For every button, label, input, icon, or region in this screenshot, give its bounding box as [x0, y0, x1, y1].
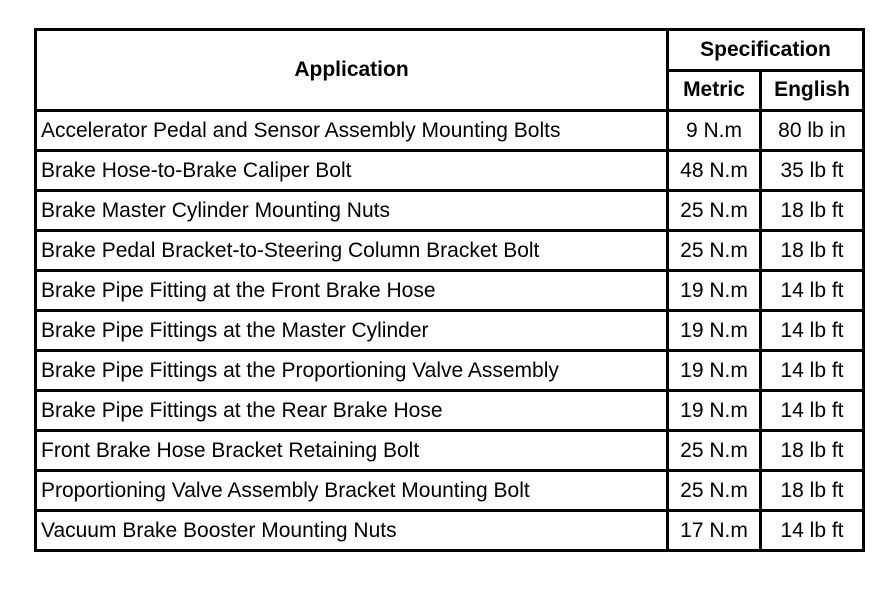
metric-cell: 25 N.m [668, 231, 761, 271]
english-cell: 14 lb ft [761, 311, 864, 351]
application-cell: Brake Hose-to-Brake Caliper Bolt [36, 151, 668, 191]
table-row [36, 391, 864, 431]
english-cell: 14 lb ft [761, 351, 864, 391]
application-cell: Brake Pipe Fittings at the Rear Brake Hose [36, 391, 668, 431]
metric-cell: 17 N.m [668, 511, 761, 551]
metric-cell: 25 N.m [668, 191, 761, 231]
application-cell: Brake Pedal Bracket-to-Steering Column Bracket Bolt [36, 231, 668, 271]
table-row [36, 191, 864, 231]
metric-cell: 19 N.m [668, 271, 761, 311]
english-cell: 18 lb ft [761, 471, 864, 511]
application-cell: Brake Master Cylinder Mounting Nuts [36, 191, 668, 231]
metric-cell: 19 N.m [668, 311, 761, 351]
table-row [36, 431, 864, 471]
metric-cell: 19 N.m [668, 351, 761, 391]
english-cell: 80 lb in [761, 111, 864, 151]
table-row [36, 271, 864, 311]
english-cell: 14 lb ft [761, 271, 864, 311]
english-header: English [761, 70, 864, 111]
table-row [36, 231, 864, 271]
metric-header: Metric [668, 70, 761, 111]
english-cell: 18 lb ft [761, 231, 864, 271]
english-cell: 14 lb ft [761, 391, 864, 431]
table-row [36, 151, 864, 191]
application-cell: Proportioning Valve Assembly Bracket Mounting Bolt [36, 471, 668, 511]
application-cell: Brake Pipe Fittings at the Master Cylinder [36, 311, 668, 351]
specification-table [34, 28, 865, 552]
english-cell: 18 lb ft [761, 431, 864, 471]
metric-cell: 19 N.m [668, 391, 761, 431]
application-header: Application [36, 30, 668, 111]
metric-cell: 25 N.m [668, 431, 761, 471]
specification-header: Specification [668, 30, 864, 71]
table-row [36, 311, 864, 351]
application-cell: Brake Pipe Fittings at the Proportioning Valve Assembly [36, 351, 668, 391]
english-cell: 14 lb ft [761, 511, 864, 551]
metric-cell: 9 N.m [668, 111, 761, 151]
table-row [36, 471, 864, 511]
application-cell: Front Brake Hose Bracket Retaining Bolt [36, 431, 668, 471]
metric-cell: 25 N.m [668, 471, 761, 511]
application-cell: Brake Pipe Fitting at the Front Brake Hose [36, 271, 668, 311]
english-cell: 18 lb ft [761, 191, 864, 231]
application-cell: Accelerator Pedal and Sensor Assembly Mounting Bolts [36, 111, 668, 151]
english-cell: 35 lb ft [761, 151, 864, 191]
table-row [36, 351, 864, 391]
metric-cell: 48 N.m [668, 151, 761, 191]
application-cell: Vacuum Brake Booster Mounting Nuts [36, 511, 668, 551]
table-row [36, 511, 864, 551]
table-body [36, 111, 864, 551]
table-row [36, 111, 864, 151]
